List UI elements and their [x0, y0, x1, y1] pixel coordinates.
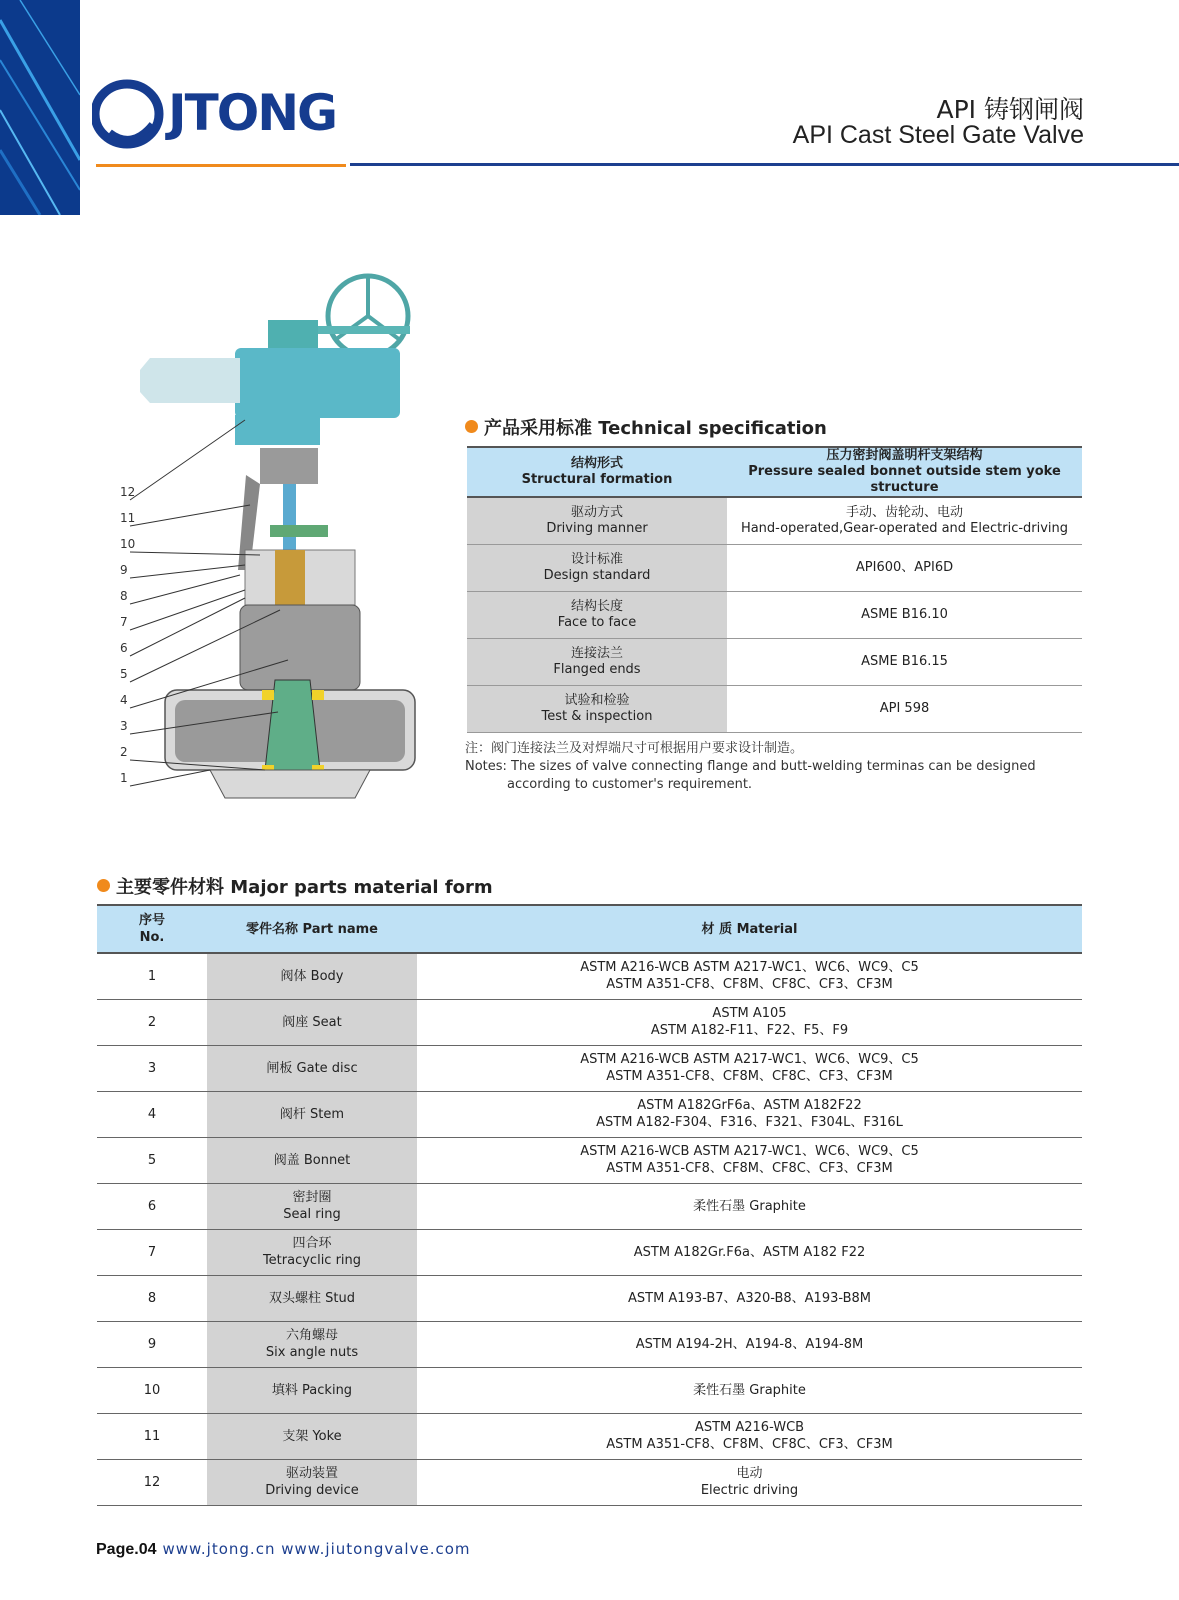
- spec-key-cell: [467, 638, 727, 685]
- row-no: 7: [97, 1229, 207, 1275]
- spec-value-cell: API600、API6D: [727, 544, 1082, 591]
- part-name: [207, 1045, 417, 1091]
- material: [417, 1183, 1082, 1229]
- part-name: [207, 1229, 417, 1275]
- part-name-line1: 阀座 Seat: [282, 1014, 342, 1030]
- table-row: [467, 638, 1082, 685]
- spec-key-cell: [467, 591, 727, 638]
- table-row: [97, 1367, 1082, 1413]
- callout-7: 7: [120, 615, 128, 629]
- material-line2: ASTM A182-F304、F316、F321、F304L、F316L: [596, 1115, 903, 1130]
- material: [417, 1045, 1082, 1091]
- part-name: [207, 1275, 417, 1321]
- table-row: [97, 1183, 1082, 1229]
- part-name-line1: 阀体 Body: [280, 968, 344, 984]
- table-header-row: [97, 905, 1082, 953]
- row-no: 9: [97, 1321, 207, 1367]
- materials-title: 主要零件材料 Major parts material form: [116, 877, 493, 898]
- tech-spec-title: 产品采用标准 Technical specification: [484, 418, 827, 439]
- table-row: [97, 1459, 1082, 1505]
- row-no: 2: [97, 999, 207, 1045]
- brand-text: JTONG: [168, 84, 337, 142]
- callout-11: 11: [120, 511, 136, 525]
- callout-9: 9: [120, 563, 128, 577]
- table-row: [467, 591, 1082, 638]
- part-name-line1: 双头螺柱 Stud: [269, 1290, 355, 1306]
- material-line1: ASTM A193-B7、A320-B8、A193-B8M: [627, 1290, 872, 1306]
- part-name-line1: 四合环: [292, 1236, 332, 1251]
- material-line1: ASTM A216-WCB ASTM A217-WC1、WC6、WC9、C5: [580, 960, 919, 976]
- note-cn: 注：阀门连接法兰及对焊端尺寸可根据用户要求设计制造。: [465, 741, 804, 756]
- materials-heading: [97, 873, 493, 899]
- row-no: 11: [97, 1413, 207, 1459]
- spec-key-en: Structural formation: [521, 472, 673, 487]
- spec-key-en: Flanged ends: [553, 661, 641, 677]
- material-line2: ASTM A182-F11、F22、F5、F9: [650, 1023, 849, 1038]
- bullet-icon: [465, 420, 478, 433]
- callout-4: 4: [120, 693, 128, 707]
- footer-urls[interactable]: www.jtong.cn www.jiutongvalve.com: [162, 1540, 471, 1558]
- part-name-line1: 支架 Yoke: [282, 1428, 342, 1444]
- spec-value-cell: ASME B16.10: [727, 591, 1082, 638]
- table-row: [97, 999, 1082, 1045]
- part-name: [207, 1183, 417, 1229]
- material-line1: 柔性石墨 Graphite: [693, 1382, 806, 1398]
- gate-valve-diagram: [110, 270, 430, 830]
- spec-value-cell: ASME B16.15: [727, 638, 1082, 685]
- col-header-no: [97, 905, 207, 953]
- material: [417, 1413, 1082, 1459]
- material: [417, 999, 1082, 1045]
- spec-key-cell: [467, 685, 727, 732]
- material: [417, 1229, 1082, 1275]
- spec-key-en: Test & inspection: [541, 708, 653, 724]
- part-name-line1: 阀杆 Stem: [279, 1106, 345, 1122]
- material-line1: ASTM A216-WCB: [694, 1420, 805, 1435]
- part-name-line2: Six angle nuts: [265, 1345, 359, 1360]
- spec-key-cell: [467, 497, 727, 544]
- part-name-line2: Driving device: [265, 1483, 359, 1498]
- col-header-no-cn: 序号: [138, 913, 165, 928]
- callout-12: 12: [120, 485, 136, 499]
- col-header-no-en: No.: [139, 930, 165, 945]
- material-line1: ASTM A216-WCB ASTM A217-WC1、WC6、WC9、C5: [580, 1052, 919, 1067]
- material-line2: ASTM A351-CF8、CF8M、CF8C、CF3、CF3M: [606, 1437, 893, 1452]
- tech-spec-table: [467, 446, 1082, 733]
- part-name-line1: 填料 Packing: [271, 1382, 353, 1398]
- part-name-line1: 驱动装置: [285, 1466, 338, 1481]
- spec-value-cn: 手动、齿轮动、电动: [845, 504, 963, 520]
- table-row: [97, 1413, 1082, 1459]
- table-row: [97, 1137, 1082, 1183]
- table-row: [97, 1275, 1082, 1321]
- callout-5: 5: [120, 667, 128, 681]
- part-name-line2: Tetracyclic ring: [262, 1253, 362, 1268]
- part-name: [207, 1459, 417, 1505]
- page-number: Page.04: [96, 1541, 157, 1558]
- material-line1: 电动: [736, 1466, 763, 1481]
- material-line2: ASTM A351-CF8、CF8M、CF8C、CF3、CF3M: [606, 1069, 893, 1084]
- brand-name: [168, 84, 336, 142]
- part-name: [207, 1321, 417, 1367]
- part-name-line1: 闸板 Gate disc: [266, 1060, 358, 1076]
- material: [417, 1137, 1082, 1183]
- material: [417, 1321, 1082, 1367]
- material-line1: ASTM A182Gr.F6a、ASTM A182 F22: [633, 1244, 866, 1260]
- tech-spec-heading: [465, 414, 827, 440]
- part-name: [207, 1413, 417, 1459]
- row-no: 3: [97, 1045, 207, 1091]
- page-title-en: API Cast Steel Gate Valve: [792, 121, 1084, 149]
- spec-key-cn: 结构长度: [570, 598, 623, 614]
- header-divider-orange: [96, 164, 346, 167]
- table-row: [467, 685, 1082, 732]
- spec-value-cell: [727, 497, 1082, 544]
- page-footer: [96, 1540, 471, 1559]
- callout-3: 3: [120, 719, 128, 733]
- material: [417, 953, 1082, 999]
- table-row: [97, 1321, 1082, 1367]
- material-line1: ASTM A105: [712, 1006, 787, 1021]
- spec-key-en: Design standard: [543, 567, 651, 583]
- row-no: 6: [97, 1183, 207, 1229]
- materials-table: [97, 904, 1082, 1506]
- material-line1: ASTM A182GrF6a、ASTM A182F22: [637, 1098, 862, 1113]
- table-header-row: [467, 447, 1082, 497]
- note-en-continued: according to customer's requirement.: [507, 777, 753, 792]
- spec-notes: [465, 740, 1036, 794]
- table-row: [97, 953, 1082, 999]
- row-no: 8: [97, 1275, 207, 1321]
- part-name-line2: Seal ring: [283, 1207, 341, 1222]
- material: [417, 1459, 1082, 1505]
- part-name-line1: 密封圈: [292, 1190, 332, 1205]
- table-row: [467, 497, 1082, 544]
- part-name: [207, 1137, 417, 1183]
- material-line1: 柔性石墨 Graphite: [693, 1198, 806, 1214]
- spec-key-cn: 驱动方式: [570, 504, 623, 520]
- row-no: 4: [97, 1091, 207, 1137]
- spec-value-en: Hand-operated,Gear-operated and Electric-driving: [740, 520, 1069, 536]
- page-title-cn: API 铸钢闸阀: [936, 95, 1084, 124]
- spec-value-cell: API 598: [727, 685, 1082, 732]
- callout-8: 8: [120, 589, 128, 603]
- part-name-line1: 阀盖 Bonnet: [273, 1152, 351, 1168]
- col-header-material: 材 质 Material: [417, 905, 1082, 953]
- material: [417, 1091, 1082, 1137]
- row-no: 5: [97, 1137, 207, 1183]
- material-line1: ASTM A194-2H、A194-8、A194-8M: [635, 1336, 864, 1352]
- material: [417, 1367, 1082, 1413]
- part-name: [207, 999, 417, 1045]
- spec-key-en: Driving manner: [546, 520, 648, 536]
- material-line1: ASTM A216-WCB ASTM A217-WC1、WC6、WC9、C5: [580, 1144, 919, 1159]
- bullet-icon: [97, 879, 110, 892]
- spec-value-en: Pressure sealed bonnet outside stem yoke structure: [748, 464, 1061, 495]
- row-no: 10: [97, 1367, 207, 1413]
- part-name: [207, 953, 417, 999]
- part-name-line1: 六角螺母: [285, 1328, 338, 1343]
- table-row: [97, 1229, 1082, 1275]
- spec-key-cell: [467, 544, 727, 591]
- spec-value-cn: 压力密封阀盖明杆支架结构: [826, 448, 983, 463]
- callout-2: 2: [120, 745, 128, 759]
- col-header-part: 零件名称 Part name: [207, 905, 417, 953]
- corner-decoration: [0, 0, 80, 215]
- part-name: [207, 1091, 417, 1137]
- spec-key-cn: 结构形式: [570, 456, 623, 471]
- callout-10: 10: [120, 537, 136, 551]
- table-row: [467, 544, 1082, 591]
- table-row: [97, 1045, 1082, 1091]
- part-name: [207, 1367, 417, 1413]
- callout-1: 1: [120, 771, 128, 785]
- spec-key-cn: 试验和检验: [564, 692, 630, 708]
- material-line2: ASTM A351-CF8、CF8M、CF8C、CF3、CF3M: [606, 1161, 893, 1176]
- material-line2: ASTM A351-CF8、CF8M、CF8C、CF3、CF3M: [606, 977, 893, 993]
- header-divider-blue: [350, 163, 1179, 166]
- spec-key-cn: 设计标准: [570, 551, 623, 567]
- spec-value-cell: [727, 447, 1082, 497]
- spec-key-en: Face to face: [557, 614, 637, 630]
- row-no: 12: [97, 1459, 207, 1505]
- row-no: 1: [97, 953, 207, 999]
- note-en: Notes: The sizes of valve connecting flange and butt-welding terminas can be designed: [465, 759, 1036, 774]
- material: [417, 1275, 1082, 1321]
- material-line2: Electric driving: [700, 1483, 799, 1498]
- table-row: [97, 1091, 1082, 1137]
- spec-key-cn: 连接法兰: [570, 645, 623, 661]
- spec-key-cell: [467, 447, 727, 497]
- callout-6: 6: [120, 641, 128, 655]
